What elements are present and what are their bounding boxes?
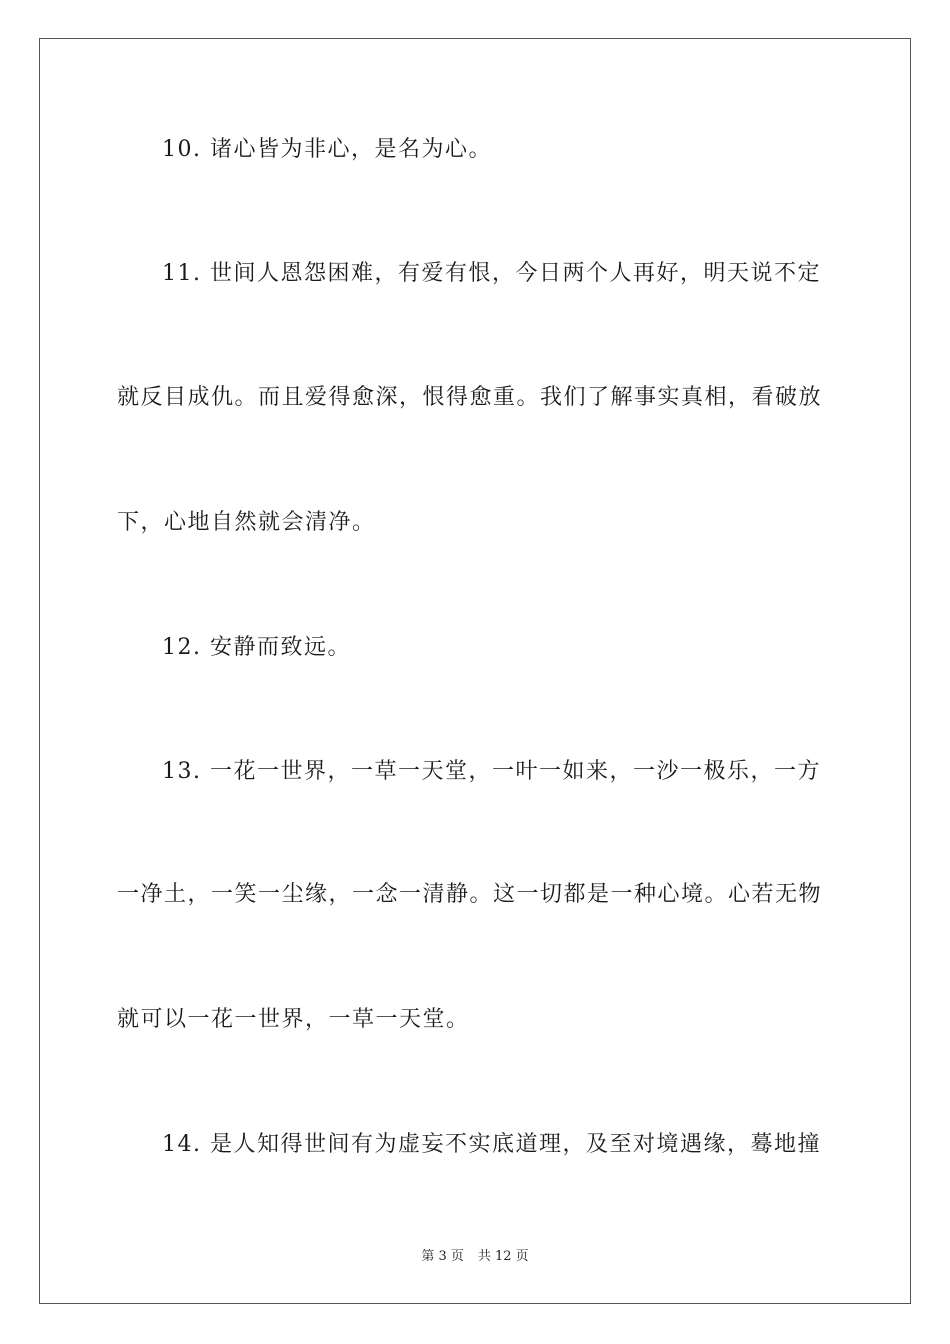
paragraph-13-line-3: 就可以一花一世界，一草一天堂。 [117, 1007, 470, 1032]
paragraph-14-line-1: 14. 是人知得世间有为虚妄不实底道理，及至对境遇缘，蓦地撞 [162, 1132, 821, 1157]
page-number-current: 第 3 页 [421, 1249, 464, 1264]
page-footer [0, 1249, 950, 1265]
paragraph-10-line-1: 10. 诸心皆为非心，是名为心。 [162, 137, 492, 162]
paragraph-13-line-2: 一净土，一笑一尘缘，一念一清静。这一切都是一种心境。心若无物 [117, 882, 823, 907]
page-number-total: 共 12 页 [477, 1249, 529, 1264]
page-border [39, 38, 911, 1304]
paragraph-11-line-2: 就反目成仇。而且爱得愈深，恨得愈重。我们了解事实真相，看破放 [117, 385, 823, 410]
paragraph-12-line-1: 12. 安静而致远。 [162, 635, 351, 660]
paragraph-11-line-3: 下，心地自然就会清净。 [117, 510, 376, 535]
paragraph-11-line-1: 11. 世间人恩怨困难，有爱有恨，今日两个人再好，明天说不定 [162, 261, 821, 286]
paragraph-13-line-1: 13. 一花一世界，一草一天堂，一叶一如来，一沙一极乐，一方 [162, 759, 821, 784]
